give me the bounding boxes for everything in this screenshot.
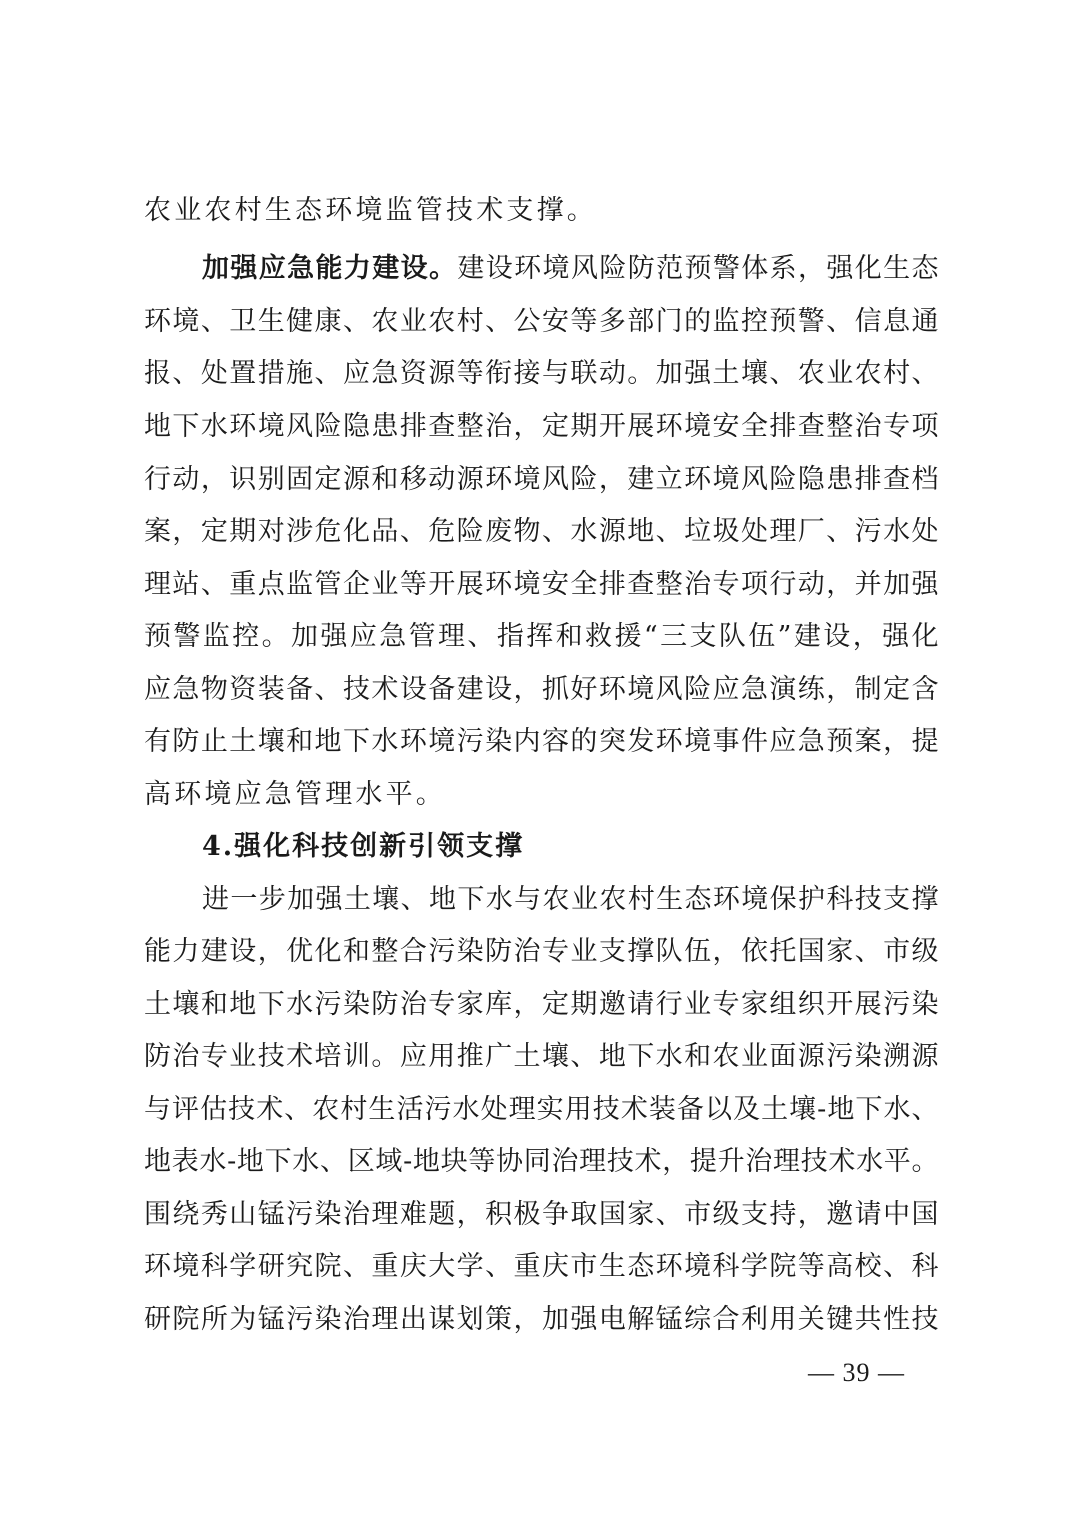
page-number: — 39 — bbox=[808, 1358, 905, 1387]
text-line: 理站、重点监管企业等开展环境安全排查整治专项行动，并加强 bbox=[144, 569, 939, 600]
paragraph-lead-rest: 建设环境风险防范预警体系，强化生态 bbox=[457, 253, 940, 284]
paragraph-lead-bold: 加强应急能力建设。 bbox=[202, 253, 458, 284]
paragraph-tech-first-line: 进一步加强土壤、地下水与农业农村生态环境保护科技支撑 bbox=[202, 884, 939, 915]
text-line: 案，定期对涉危化品、危险废物、水源地、垃圾处理厂、污水处 bbox=[144, 516, 939, 547]
text-line: 报、处置措施、应急资源等衔接与联动。加强土壤、农业农村、 bbox=[144, 358, 939, 389]
text-line: 预警监控。加强应急管理、指挥和救援“三支队伍”建设，强化 bbox=[144, 621, 939, 652]
paragraph-emergency-first-line bbox=[202, 249, 939, 289]
text-line: 地下水环境风险隐患排查整治，定期开展环境安全排查整治专项 bbox=[144, 411, 939, 442]
text-line: 应急物资装备、技术设备建设，抓好环境风险应急演练，制定含 bbox=[144, 674, 939, 705]
text-line: 环境科学研究院、重庆大学、重庆市生态环境科学院等高校、科 bbox=[144, 1251, 939, 1282]
text-line: 围绕秀山锰污染治理难题，积极争取国家、市级支持，邀请中国 bbox=[144, 1199, 939, 1230]
text-line: 农业农村生态环境监管技术支撑。 bbox=[144, 195, 597, 226]
text-line: 行动，识别固定源和移动源环境风险，建立环境风险隐患排查档 bbox=[144, 464, 939, 495]
text-line: 能力建设，优化和整合污染防治专业支撑队伍，依托国家、市级 bbox=[144, 936, 939, 967]
text-line: 土壤和地下水污染防治专家库，定期邀请行业专家组织开展污染 bbox=[144, 989, 939, 1020]
text-line: 防治专业技术培训。应用推广土壤、地下水和农业面源污染溯源 bbox=[144, 1041, 939, 1072]
text-line: 研院所为锰污染治理出谋划策，加强电解锰综合利用关键共性技 bbox=[144, 1304, 939, 1335]
text-line: 地表水-地下水、区域-地块等协同治理技术，提升治理技术水平。 bbox=[144, 1146, 939, 1177]
section-heading: 4.强化科技创新引领支撑 bbox=[202, 831, 525, 862]
text-line: 环境、卫生健康、农业农村、公安等多部门的监控预警、信息通 bbox=[144, 306, 939, 337]
text-line: 有防止土壤和地下水环境污染内容的突发环境事件应急预案，提 bbox=[144, 726, 939, 757]
text-line: 高环境应急管理水平。 bbox=[144, 779, 446, 810]
text-line: 与评估技术、农村生活污水处理实用技术装备以及土壤-地下水、 bbox=[144, 1094, 939, 1125]
